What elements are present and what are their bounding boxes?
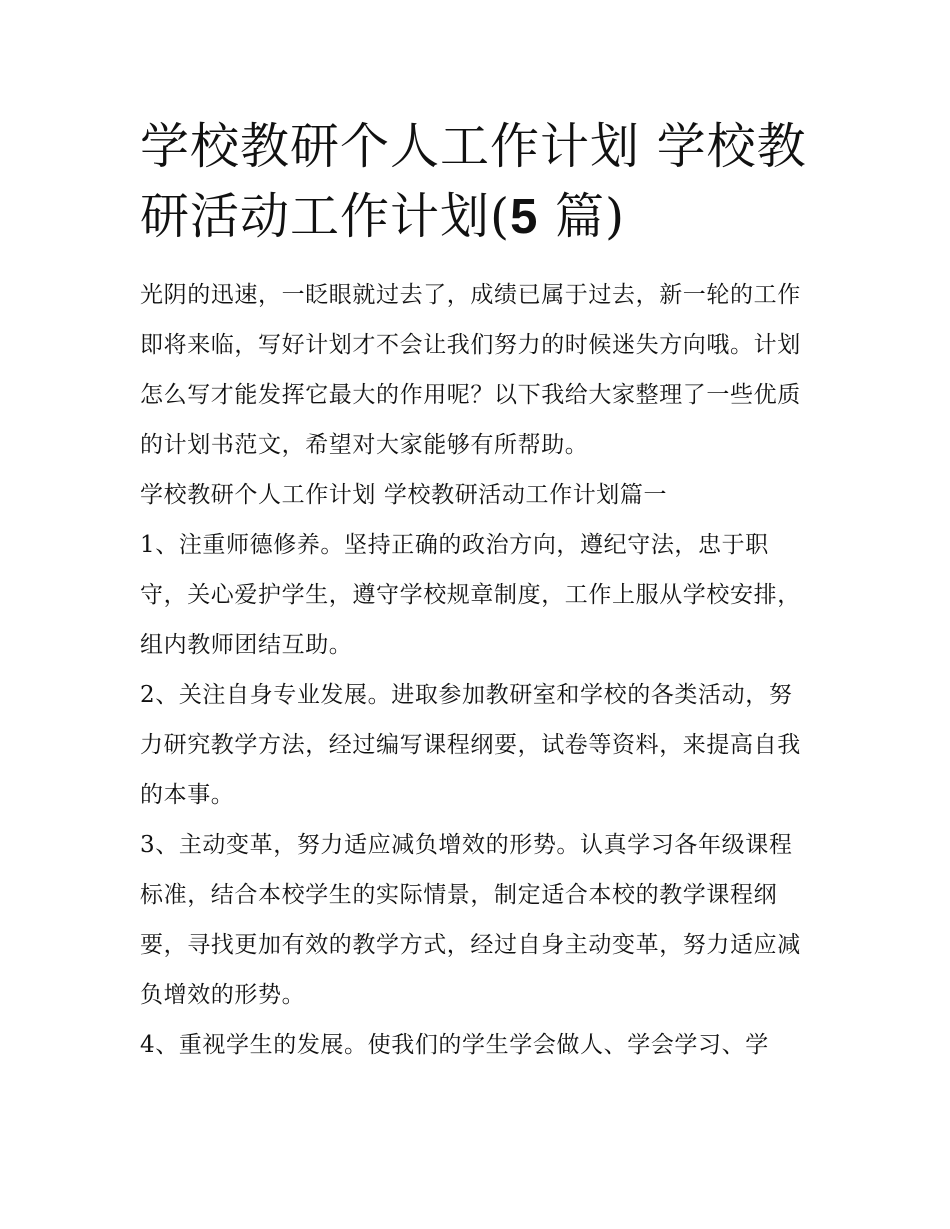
title-text: 学校教研个人工作计划 学校教研活动工作计划( bbox=[140, 118, 807, 245]
list-item-3: 3、主动变革，努力适应减负增效的形势。认真学习各年级课程标准，结合本校学生的实际情景，制定适合本校的教学课程纲要，寻找更加有效的教学方式，经过自身主动变革，努力适应减负增效的形势。 bbox=[140, 832, 801, 1008]
list-item-1: 1、注重师德修养。坚持正确的政治方向，遵纪守法，忠于职守，关心爱护学生，遵守学校规章制度，工作上服从学校安排，组内教师团结互助。 bbox=[140, 532, 801, 658]
list-item-2: 2、关注自身专业发展。进取参加教研室和学校的各类活动，努力研究教学方法，经过编写课程纲要，试卷等资料，来提高自我的本事。 bbox=[140, 682, 801, 808]
list-item-4: 4、重视学生的发展。使我们的学生学会做人、学会学习、学 bbox=[140, 1032, 769, 1058]
intro-paragraph: 光阴的迅速，一眨眼就过去了，成绩已属于过去，新一轮的工作即将来临，写好计划才不会让我们努力的时候迷失方向哦。计划怎么写才能发挥它最大的作用呢？以下我给大家整理了一些优质的计划书范文，希望对大家能够有所帮助。 bbox=[140, 282, 801, 458]
title-count: 5 bbox=[510, 190, 539, 244]
document-body bbox=[140, 112, 815, 1070]
section-heading: 学校教研个人工作计划 学校教研活动工作计划篇一 bbox=[140, 482, 668, 508]
document-title bbox=[140, 112, 815, 252]
title-suffix: 篇) bbox=[538, 188, 626, 245]
